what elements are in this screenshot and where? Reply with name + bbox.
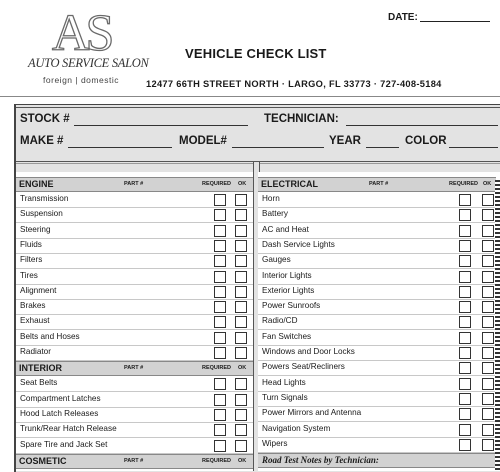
checklist-item-label: Compartment Latches [20, 393, 101, 403]
checklist-item-label: Fan Switches [262, 331, 312, 341]
required-header: REQUIRED [202, 181, 232, 187]
ok-checkbox[interactable] [482, 408, 494, 420]
checklist-item-label: Steering [20, 224, 51, 234]
checklist-row [16, 438, 253, 454]
required-checkbox[interactable] [214, 332, 226, 344]
checklist-row [16, 345, 253, 361]
checklist-row [258, 192, 496, 208]
ok-checkbox[interactable] [235, 424, 247, 436]
section-title: ENGINE [19, 179, 54, 189]
required-checkbox[interactable] [459, 209, 471, 221]
part-number-header: PART # [124, 457, 144, 464]
year-field[interactable] [366, 147, 399, 148]
required-checkbox[interactable] [214, 316, 226, 328]
required-header: REQUIRED [202, 457, 232, 464]
ok-checkbox[interactable] [235, 378, 247, 390]
technician-field[interactable] [346, 125, 498, 126]
ok-checkbox[interactable] [235, 286, 247, 298]
right-column [258, 172, 500, 471]
required-checkbox[interactable] [214, 424, 226, 436]
checklist-row [16, 299, 253, 315]
checklist-row [16, 269, 253, 285]
required-checkbox[interactable] [459, 439, 471, 451]
ok-header: OK [238, 181, 247, 187]
ok-header: OK [483, 181, 492, 187]
part-number-header: PART # [124, 181, 144, 187]
section-title: ELECTRICAL [261, 179, 318, 189]
ok-checkbox[interactable] [482, 209, 494, 221]
section-header [16, 361, 253, 376]
checklist-row [258, 330, 496, 346]
checklist-item-label: Navigation System [262, 423, 331, 433]
required-checkbox[interactable] [214, 209, 226, 221]
section-header [16, 177, 253, 192]
checklist-row [16, 207, 253, 223]
ok-checkbox[interactable] [235, 394, 247, 406]
ok-checkbox[interactable] [235, 347, 247, 359]
required-checkbox[interactable] [214, 409, 226, 421]
checklist-item-label: Hood Latch Releases [20, 408, 99, 418]
ok-checkbox[interactable] [235, 209, 247, 221]
date-label: DATE: [388, 12, 418, 23]
required-header: REQUIRED [449, 181, 479, 187]
stock-label: STOCK # [20, 113, 70, 125]
ok-checkbox[interactable] [482, 255, 494, 267]
checklist-item-label: Exhaust [20, 316, 50, 326]
required-checkbox[interactable] [214, 255, 226, 267]
ok-checkbox[interactable] [482, 362, 494, 374]
color-field[interactable] [449, 147, 498, 148]
required-checkbox[interactable] [214, 194, 226, 206]
ok-checkbox[interactable] [235, 440, 247, 452]
make-label: MAKE # [20, 135, 64, 147]
checklist-item-label: Head Lights [262, 377, 306, 387]
ok-checkbox[interactable] [482, 271, 494, 283]
checklist-item-label: Transmission [20, 194, 69, 203]
checklist-row [258, 376, 496, 392]
ok-checkbox[interactable] [235, 271, 247, 283]
checklist-item-label: Alignment [20, 285, 57, 295]
checklist-item-label: Exterior Lights [262, 285, 315, 295]
required-checkbox[interactable] [214, 378, 226, 390]
required-checkbox[interactable] [214, 301, 226, 313]
ok-checkbox[interactable] [235, 194, 247, 206]
checklist-row [16, 392, 253, 408]
company-address: 12477 66TH STREET NORTH · LARGO, FL 33773 · 727-408-5184 [146, 79, 442, 89]
required-checkbox[interactable] [214, 225, 226, 237]
ok-header: OK [238, 365, 247, 372]
checklist-row [258, 360, 496, 376]
checklist-row [16, 407, 253, 423]
required-checkbox[interactable] [459, 393, 471, 405]
checklist-row [16, 192, 253, 208]
ok-checkbox[interactable] [235, 255, 247, 267]
checklist-item-label: Battery [262, 209, 288, 219]
checklist-item-label: Power Mirrors and Antenna [262, 408, 362, 418]
model-field[interactable] [232, 147, 324, 148]
required-checkbox[interactable] [459, 194, 471, 206]
required-header: REQUIRED [202, 365, 232, 372]
checklist-row [258, 437, 496, 453]
checklist-item-label: Filters [20, 255, 43, 265]
checklist-row [258, 253, 496, 269]
required-checkbox[interactable] [459, 347, 471, 359]
technician-label: TECHNICIAN: [264, 113, 339, 125]
checklist-row [258, 314, 496, 330]
required-checkbox[interactable] [459, 255, 471, 267]
ok-header: OK [238, 457, 247, 464]
checklist-row [258, 223, 496, 239]
ok-checkbox[interactable] [235, 240, 247, 252]
checklist-row [16, 253, 253, 269]
checklist-row [258, 284, 496, 300]
checklist-item-label: Brakes [20, 301, 46, 311]
required-checkbox[interactable] [459, 332, 471, 344]
part-number-header: PART # [369, 181, 389, 187]
required-checkbox[interactable] [459, 225, 471, 237]
required-checkbox[interactable] [459, 378, 471, 390]
required-checkbox[interactable] [459, 286, 471, 298]
ok-checkbox[interactable] [482, 439, 494, 451]
section-header [258, 177, 496, 192]
required-checkbox[interactable] [459, 408, 471, 420]
checklist-item-label: Fluids [20, 239, 42, 249]
left-column [16, 172, 253, 471]
required-checkbox[interactable] [459, 316, 471, 328]
checklist-item-label: Radio/CD [262, 316, 298, 326]
ok-checkbox[interactable] [235, 301, 247, 313]
section-title: INTERIOR [19, 363, 63, 374]
checklist-item-label: Wipers [262, 438, 288, 448]
checklist-item-label: Seat Belts [20, 378, 58, 388]
required-checkbox[interactable] [459, 362, 471, 374]
required-checkbox[interactable] [459, 301, 471, 313]
ok-checkbox[interactable] [482, 301, 494, 313]
ok-checkbox[interactable] [235, 316, 247, 328]
ok-checkbox[interactable] [482, 240, 494, 252]
logo-tagline: foreign | domestic [43, 75, 119, 85]
ok-checkbox[interactable] [482, 378, 494, 390]
checklist-row [16, 238, 253, 254]
ok-checkbox[interactable] [235, 225, 247, 237]
required-checkbox[interactable] [214, 240, 226, 252]
divider [16, 107, 500, 108]
checklist-row [258, 238, 496, 254]
checklist-row [258, 391, 496, 407]
stock-field[interactable] [74, 125, 248, 126]
ok-checkbox[interactable] [482, 316, 494, 328]
checklist-row [16, 314, 253, 330]
required-checkbox[interactable] [214, 347, 226, 359]
checklist-item-label: Dash Service Lights [262, 239, 335, 249]
checklist-item-label: Powers Seat/Recliners [262, 362, 345, 372]
ok-checkbox[interactable] [482, 194, 494, 206]
checklist-item-label: Suspension [20, 209, 63, 219]
required-checkbox[interactable] [459, 424, 471, 436]
ok-checkbox[interactable] [482, 332, 494, 344]
make-field[interactable] [68, 147, 172, 148]
form-title: VEHICLE CHECK LIST [185, 46, 327, 61]
checklist-row [258, 422, 496, 438]
checklist-row [258, 269, 496, 285]
checklist-row [258, 207, 496, 223]
checklist-row [258, 299, 496, 315]
logo-mark: AS [52, 5, 111, 62]
date-field[interactable] [420, 21, 490, 22]
checklist-item-label: Tires [20, 270, 38, 280]
checklist-item-label: Power Sunroofs [262, 301, 321, 311]
required-checkbox[interactable] [214, 440, 226, 452]
color-label: COLOR [405, 135, 447, 147]
required-checkbox[interactable] [459, 271, 471, 283]
checklist-item-label: Interior Lights [262, 270, 312, 280]
year-label: YEAR [329, 135, 361, 147]
part-number-header: PART # [124, 365, 144, 372]
header-divider [0, 96, 500, 97]
checklist-item-label: Belts and Hoses [20, 331, 80, 341]
checklist-item-label: Trunk/Rear Hatch Release [20, 424, 117, 434]
required-checkbox[interactable] [459, 240, 471, 252]
checklist-item-label: Turn Signals [262, 392, 308, 402]
required-checkbox[interactable] [214, 286, 226, 298]
checklist-item-label: Radiator [20, 347, 51, 356]
checklist-item-label: Gauges [262, 255, 291, 265]
model-label: MODEL# [179, 135, 227, 147]
checklist-row [16, 284, 253, 300]
required-checkbox[interactable] [214, 271, 226, 283]
required-checkbox[interactable] [214, 394, 226, 406]
ok-checkbox[interactable] [235, 332, 247, 344]
company-logo [28, 5, 149, 92]
checklist-row [16, 376, 253, 392]
road-test-notes-header [258, 453, 496, 468]
checklist-item-label: Windows and Door Locks [262, 347, 355, 356]
logo-name: AUTO SERVICE SALON [28, 56, 149, 70]
checklist-row [16, 223, 253, 239]
checklist-item-label: Horn [262, 194, 280, 203]
scrollbar-edge [495, 180, 500, 471]
ok-checkbox[interactable] [482, 393, 494, 405]
ok-checkbox[interactable] [235, 409, 247, 421]
ok-checkbox[interactable] [482, 225, 494, 237]
section-header [16, 454, 253, 469]
checklist-item-label: Spare Tire and Jack Set [20, 439, 108, 449]
road-test-notes-label: Road Test Notes by Technician: [262, 455, 379, 466]
checklist-row [258, 406, 496, 422]
section-title: COSMETIC [19, 455, 67, 466]
ok-checkbox[interactable] [482, 286, 494, 298]
checklist-item-label: AC and Heat [262, 224, 309, 234]
checklist-row [16, 330, 253, 346]
checklist-row [16, 422, 253, 438]
ok-checkbox[interactable] [482, 424, 494, 436]
ok-checkbox[interactable] [482, 347, 494, 359]
checklist-row [258, 345, 496, 361]
